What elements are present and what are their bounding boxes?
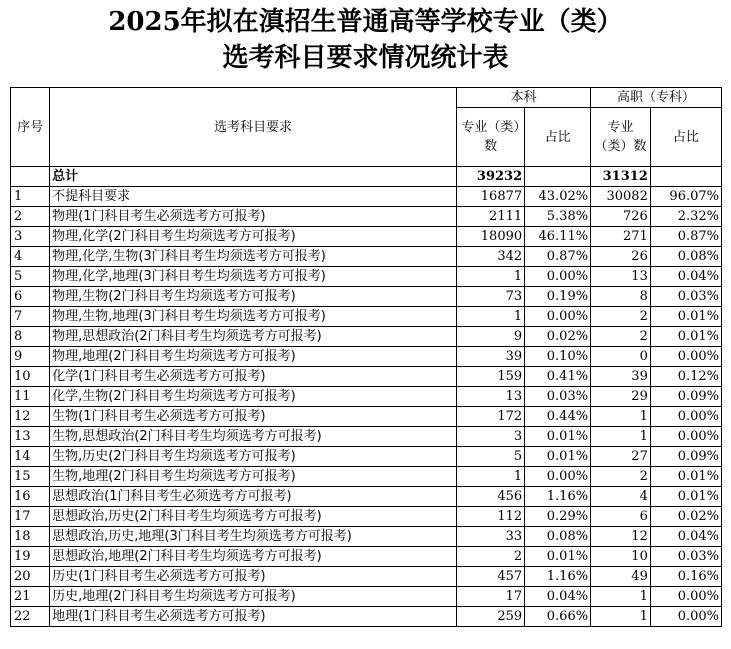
- row-vocational-count: 10: [591, 547, 651, 567]
- row-vocational-count: 0: [591, 347, 651, 367]
- row-undergrad-ratio: 46.11%: [525, 227, 591, 247]
- row-undergrad-count: 457: [457, 567, 525, 587]
- row-vocational-count: 6: [591, 507, 651, 527]
- row-undergrad-count: 456: [457, 487, 525, 507]
- row-requirement: 化学(1门科目考生必须选考方可报考): [50, 367, 457, 387]
- row-undergrad-count: 172: [457, 407, 525, 427]
- row-index: 21: [11, 587, 50, 607]
- row-index: 9: [11, 347, 50, 367]
- row-vocational-ratio: 0.01%: [650, 487, 721, 507]
- row-index: 13: [11, 427, 50, 447]
- row-undergrad-ratio: 1.16%: [525, 567, 591, 587]
- header-vocational-ratio: 占比: [650, 108, 721, 167]
- row-requirement: 物理,化学(2门科目考生均须选考方可报考): [50, 227, 457, 247]
- row-vocational-count: 49: [591, 567, 651, 587]
- title-line-1: 2025年拟在滇招生普通高等学校专业（类）: [108, 7, 623, 37]
- table-row: [11, 187, 722, 207]
- row-vocational-ratio: 0.04%: [650, 267, 721, 287]
- row-index: 4: [11, 247, 50, 267]
- table-row: [11, 607, 722, 627]
- row-requirement: 生物,地理(2门科目考生均须选考方可报考): [50, 467, 457, 487]
- row-requirement: 思想政治,地理(2门科目考生均须选考方可报考): [50, 547, 457, 567]
- row-undergrad-ratio: 0.10%: [525, 347, 591, 367]
- table-row: [11, 267, 722, 287]
- row-index: 6: [11, 287, 50, 307]
- row-vocational-ratio: 0.00%: [650, 427, 721, 447]
- table-row: [11, 207, 722, 227]
- row-index: 11: [11, 387, 50, 407]
- header-undergrad-count: 专业（类）数: [457, 108, 525, 167]
- row-vocational-ratio: 0.87%: [650, 227, 721, 247]
- row-vocational-count: 1: [591, 607, 651, 627]
- row-vocational-ratio: 0.09%: [650, 387, 721, 407]
- row-undergrad-count: 112: [457, 507, 525, 527]
- row-index: 16: [11, 487, 50, 507]
- total-undergrad-ratio: [525, 167, 591, 187]
- table-row: [11, 487, 722, 507]
- row-vocational-ratio: 0.01%: [650, 467, 721, 487]
- row-requirement: 物理,生物,地理(3门科目考生均须选考方可报考): [50, 307, 457, 327]
- row-requirement: 思想政治,历史(2门科目考生均须选考方可报考): [50, 507, 457, 527]
- row-vocational-count: 2: [591, 307, 651, 327]
- row-vocational-ratio: 0.03%: [650, 287, 721, 307]
- table-row: [11, 307, 722, 327]
- total-label: 总计: [50, 167, 457, 187]
- row-undergrad-ratio: 0.41%: [525, 367, 591, 387]
- total-row: [11, 167, 722, 187]
- row-undergrad-ratio: 0.04%: [525, 587, 591, 607]
- row-index: 19: [11, 547, 50, 567]
- row-requirement: 地理(1门科目考生必须选考方可报考): [50, 607, 457, 627]
- row-undergrad-count: 1: [457, 467, 525, 487]
- row-vocational-ratio: 0.09%: [650, 447, 721, 467]
- row-undergrad-count: 342: [457, 247, 525, 267]
- row-vocational-count: 726: [591, 207, 651, 227]
- row-vocational-ratio: 96.07%: [650, 187, 721, 207]
- row-undergrad-count: 1: [457, 307, 525, 327]
- row-undergrad-count: 3: [457, 427, 525, 447]
- row-index: 5: [11, 267, 50, 287]
- row-index: 20: [11, 567, 50, 587]
- row-vocational-ratio: 0.02%: [650, 507, 721, 527]
- row-vocational-count: 2: [591, 467, 651, 487]
- row-index: 17: [11, 507, 50, 527]
- row-vocational-count: 1: [591, 427, 651, 447]
- row-vocational-ratio: 0.04%: [650, 527, 721, 547]
- table-row: [11, 467, 722, 487]
- row-requirement: 物理,地理(2门科目考生均须选考方可报考): [50, 347, 457, 367]
- row-undergrad-ratio: 0.44%: [525, 407, 591, 427]
- total-vocational-ratio: [650, 167, 721, 187]
- row-undergrad-ratio: 0.02%: [525, 327, 591, 347]
- row-vocational-ratio: 0.00%: [650, 407, 721, 427]
- row-undergrad-count: 39: [457, 347, 525, 367]
- row-requirement: 物理,生物(2门科目考生均须选考方可报考): [50, 287, 457, 307]
- row-undergrad-ratio: 0.08%: [525, 527, 591, 547]
- row-undergrad-count: 13: [457, 387, 525, 407]
- row-requirement: 历史(1门科目考生必须选考方可报考): [50, 567, 457, 587]
- header-undergrad: 本科: [457, 88, 591, 108]
- row-undergrad-ratio: 1.16%: [525, 487, 591, 507]
- table-row: [11, 287, 722, 307]
- row-vocational-count: 12: [591, 527, 651, 547]
- row-vocational-count: 30082: [591, 187, 651, 207]
- header-vocational: 高职（专科）: [591, 88, 722, 108]
- row-undergrad-count: 9: [457, 327, 525, 347]
- header-vocational-count: 专业（类）数: [591, 108, 651, 167]
- row-index: 2: [11, 207, 50, 227]
- table-row: [11, 327, 722, 347]
- row-vocational-count: 27: [591, 447, 651, 467]
- row-vocational-ratio: 2.32%: [650, 207, 721, 227]
- row-vocational-count: 8: [591, 287, 651, 307]
- table-row: [11, 447, 722, 467]
- table-row: [11, 507, 722, 527]
- row-undergrad-ratio: 0.19%: [525, 287, 591, 307]
- row-vocational-ratio: 0.08%: [650, 247, 721, 267]
- row-undergrad-ratio: 0.00%: [525, 467, 591, 487]
- table-row: [11, 227, 722, 247]
- row-index: 10: [11, 367, 50, 387]
- row-undergrad-ratio: 0.01%: [525, 447, 591, 467]
- table-row: [11, 387, 722, 407]
- row-requirement: 物理(1门科目考生必须选考方可报考): [50, 207, 457, 227]
- total-vocational-count: 31312: [591, 167, 651, 187]
- row-undergrad-ratio: 0.00%: [525, 307, 591, 327]
- row-index: 18: [11, 527, 50, 547]
- row-undergrad-ratio: 0.00%: [525, 267, 591, 287]
- row-vocational-count: 2: [591, 327, 651, 347]
- row-vocational-count: 26: [591, 247, 651, 267]
- table-row: [11, 367, 722, 387]
- row-vocational-ratio: 0.03%: [650, 547, 721, 567]
- row-requirement: 生物(1门科目考生必须选考方可报考): [50, 407, 457, 427]
- row-requirement: 物理,化学,生物(3门科目考生均须选考方可报考): [50, 247, 457, 267]
- row-undergrad-ratio: 0.87%: [525, 247, 591, 267]
- row-undergrad-count: 17: [457, 587, 525, 607]
- row-index: 15: [11, 467, 50, 487]
- row-undergrad-ratio: 0.29%: [525, 507, 591, 527]
- row-undergrad-count: 73: [457, 287, 525, 307]
- row-index: 22: [11, 607, 50, 627]
- row-requirement: 生物,历史(2门科目考生均须选考方可报考): [50, 447, 457, 467]
- row-vocational-count: 29: [591, 387, 651, 407]
- row-requirement: 不提科目要求: [50, 187, 457, 207]
- header-requirement: 选考科目要求: [50, 88, 457, 167]
- table-row: [11, 547, 722, 567]
- table-row: [11, 527, 722, 547]
- title-line-2: 选考科目要求情况统计表: [222, 43, 509, 73]
- table-row: [11, 587, 722, 607]
- total-undergrad-count: 39232: [457, 167, 525, 187]
- row-undergrad-count: 159: [457, 367, 525, 387]
- requirements-table: [10, 87, 722, 627]
- row-index: 7: [11, 307, 50, 327]
- header-undergrad-ratio: 占比: [525, 108, 591, 167]
- row-undergrad-count: 16877: [457, 187, 525, 207]
- row-undergrad-ratio: 0.66%: [525, 607, 591, 627]
- header-index: 序号: [11, 88, 50, 167]
- row-vocational-count: 271: [591, 227, 651, 247]
- table-row: [11, 407, 722, 427]
- row-undergrad-ratio: 43.02%: [525, 187, 591, 207]
- row-undergrad-count: 33: [457, 527, 525, 547]
- row-undergrad-ratio: 0.01%: [525, 427, 591, 447]
- row-requirement: 思想政治,历史,地理(3门科目考生均须选考方可报考): [50, 527, 457, 547]
- row-index: 14: [11, 447, 50, 467]
- row-vocational-count: 1: [591, 407, 651, 427]
- row-requirement: 物理,思想政治(2门科目考生均须选考方可报考): [50, 327, 457, 347]
- row-vocational-ratio: 0.16%: [650, 567, 721, 587]
- table-row: [11, 427, 722, 447]
- row-vocational-ratio: 0.01%: [650, 307, 721, 327]
- row-index: 12: [11, 407, 50, 427]
- row-vocational-ratio: 0.00%: [650, 347, 721, 367]
- row-vocational-count: 1: [591, 587, 651, 607]
- row-vocational-ratio: 0.12%: [650, 367, 721, 387]
- row-requirement: 化学,生物(2门科目考生均须选考方可报考): [50, 387, 457, 407]
- row-undergrad-count: 5: [457, 447, 525, 467]
- row-vocational-count: 13: [591, 267, 651, 287]
- row-index: 8: [11, 327, 50, 347]
- row-undergrad-count: 2111: [457, 207, 525, 227]
- row-vocational-ratio: 0.00%: [650, 587, 721, 607]
- row-requirement: 历史,地理(2门科目考生均须选考方可报考): [50, 587, 457, 607]
- row-undergrad-count: 259: [457, 607, 525, 627]
- row-vocational-ratio: 0.01%: [650, 327, 721, 347]
- row-undergrad-count: 1: [457, 267, 525, 287]
- row-undergrad-count: 2: [457, 547, 525, 567]
- row-index: 1: [11, 187, 50, 207]
- table-row: [11, 347, 722, 367]
- row-undergrad-ratio: 0.03%: [525, 387, 591, 407]
- row-index: 3: [11, 227, 50, 247]
- row-vocational-ratio: 0.00%: [650, 607, 721, 627]
- total-index: [11, 167, 50, 187]
- row-vocational-count: 39: [591, 367, 651, 387]
- table-row: [11, 247, 722, 267]
- row-undergrad-count: 18090: [457, 227, 525, 247]
- row-undergrad-ratio: 5.38%: [525, 207, 591, 227]
- row-requirement: 思想政治(1门科目考生必须选考方可报考): [50, 487, 457, 507]
- table-row: [11, 567, 722, 587]
- row-undergrad-ratio: 0.01%: [525, 547, 591, 567]
- row-requirement: 生物,思想政治(2门科目考生均须选考方可报考): [50, 427, 457, 447]
- row-vocational-count: 4: [591, 487, 651, 507]
- row-requirement: 物理,化学,地理(3门科目考生均须选考方可报考): [50, 267, 457, 287]
